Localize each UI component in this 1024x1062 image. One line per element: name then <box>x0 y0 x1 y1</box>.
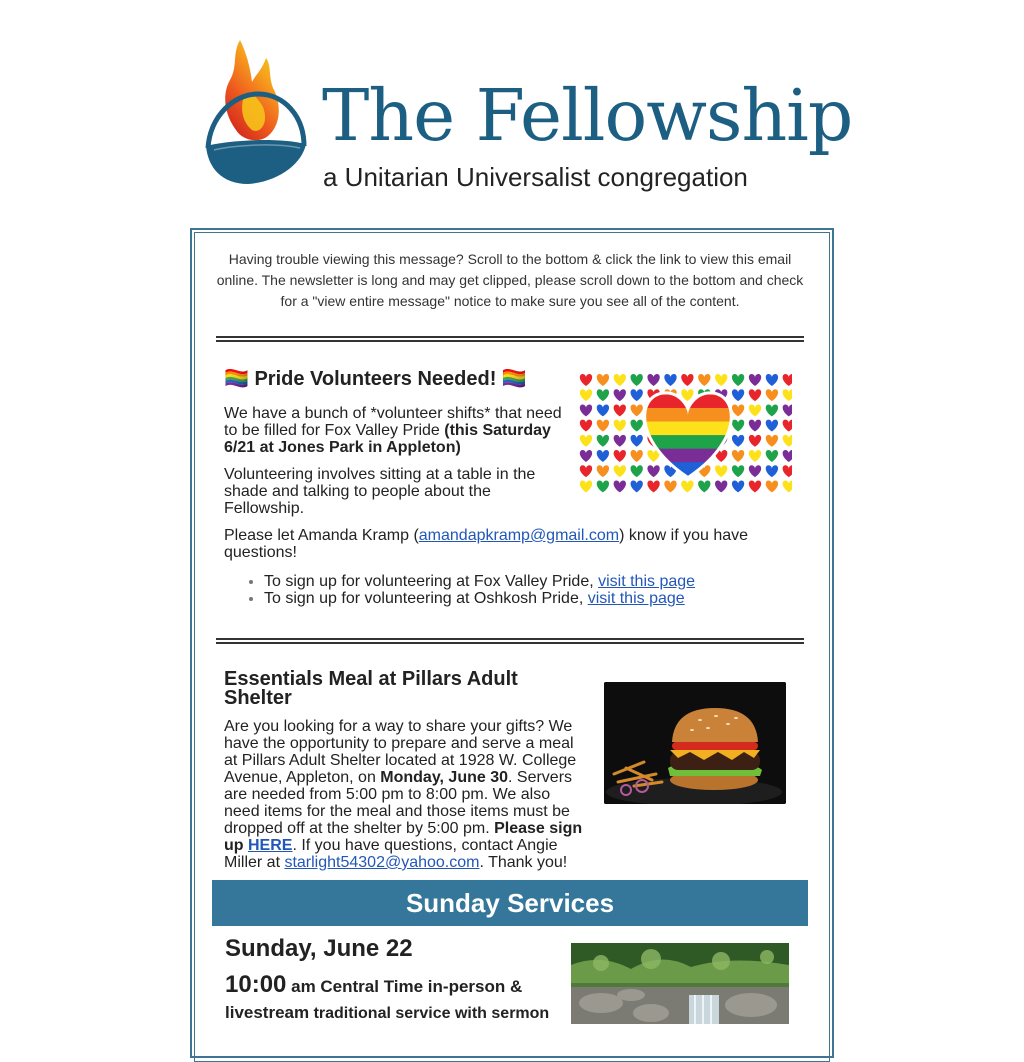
small-heart-icon <box>766 450 778 462</box>
small-heart-icon <box>749 465 761 477</box>
small-heart-icon <box>597 480 609 492</box>
small-heart-icon <box>766 480 778 492</box>
small-heart-icon <box>647 465 659 477</box>
small-heart-icon <box>783 435 792 447</box>
oshkosh-signup-link[interactable]: visit this page <box>587 590 685 607</box>
small-heart-icon <box>664 374 676 386</box>
small-heart-icon <box>783 480 792 492</box>
sunday-services-banner: Sunday Services <box>212 880 808 926</box>
list-item <box>264 573 824 590</box>
burger-image <box>604 682 786 804</box>
small-heart-icon <box>580 420 592 432</box>
small-heart-icon <box>749 389 761 401</box>
pride-paragraph-contact <box>224 527 784 561</box>
small-heart-icon <box>681 480 693 492</box>
small-heart-icon <box>732 450 744 462</box>
service-date: Sunday, June 22 <box>225 935 413 962</box>
small-heart-icon <box>732 420 744 432</box>
small-heart-icon <box>631 480 643 492</box>
pride-paragraph-shifts <box>224 405 564 456</box>
small-heart-icon <box>715 465 727 477</box>
small-heart-icon <box>614 450 626 462</box>
small-heart-icon <box>597 465 609 477</box>
list-item-text: To sign up for volunteering at Oshkosh Pride, <box>264 590 588 607</box>
logo-title: The Fellowship <box>322 74 853 157</box>
small-heart-icon <box>631 435 643 447</box>
small-heart-icon <box>732 404 744 416</box>
service-time <box>225 972 565 1027</box>
small-heart-icon <box>766 435 778 447</box>
small-heart-icon <box>783 465 792 477</box>
logo-header <box>0 0 1024 225</box>
small-heart-icon <box>647 480 659 492</box>
garden-waterfall-image <box>571 943 789 1024</box>
small-heart-icon <box>749 374 761 386</box>
meal-text-mid: . Servers are needed from 5:00 pm to 8:00 pm. We also need items for the meal and those items must be dropped off at the shelter by 5:00 pm. <box>224 769 573 837</box>
small-heart-icon <box>614 404 626 416</box>
small-heart-icon <box>715 480 727 492</box>
small-heart-icon <box>631 420 643 432</box>
small-heart-icon <box>631 450 643 462</box>
small-heart-icon <box>766 420 778 432</box>
section-divider <box>216 336 804 342</box>
small-heart-icon <box>732 480 744 492</box>
meal-text-end: . Thank you! <box>479 854 568 871</box>
small-heart-icon <box>732 435 744 447</box>
small-heart-icon <box>614 389 626 401</box>
pride-heading: 🏳️‍🌈 Pride Volunteers Needed! 🏳️‍🌈 <box>224 368 527 390</box>
small-heart-icon <box>749 435 761 447</box>
small-heart-icon <box>783 404 792 416</box>
section-divider <box>216 638 804 644</box>
meal-signup-link[interactable]: HERE <box>248 837 293 854</box>
small-heart-icon <box>698 480 710 492</box>
service-type: traditional service with sermon <box>309 1005 550 1022</box>
small-heart-icon <box>631 465 643 477</box>
meal-text-after: . If you have questions, contact Angie Miller at <box>224 837 558 871</box>
small-heart-icon <box>766 389 778 401</box>
service-time-details: am Central Time in-person & livestream <box>225 977 523 1022</box>
small-heart-icon <box>597 404 609 416</box>
small-heart-icon <box>732 465 744 477</box>
small-heart-icon <box>732 374 744 386</box>
meal-date: Monday, June 30 <box>380 769 509 786</box>
small-heart-icon <box>614 465 626 477</box>
small-heart-icon <box>580 389 592 401</box>
small-heart-icon <box>715 374 727 386</box>
small-heart-icon <box>766 404 778 416</box>
small-heart-icon <box>597 450 609 462</box>
small-heart-icon <box>631 374 643 386</box>
meal-heading: Essentials Meal at Pillars Adult Shelter <box>224 668 518 709</box>
pride-signup-list <box>224 573 824 607</box>
small-heart-icon <box>749 480 761 492</box>
small-heart-icon <box>783 374 792 386</box>
small-heart-icon <box>580 435 592 447</box>
small-heart-icon <box>698 374 710 386</box>
meal-text-start: Are you looking for a way to share your gifts? We have the opportunity to prepare and serve a meal at Pillars Adult Shelter located at 1928 W. College Avenue, Appleton, on <box>224 718 577 786</box>
small-heart-icon <box>681 374 693 386</box>
small-heart-icon <box>580 480 592 492</box>
list-item-text: To sign up for volunteering at Fox Valley Pride, <box>264 573 599 590</box>
small-heart-icon <box>614 374 626 386</box>
small-heart-icon <box>597 389 609 401</box>
small-heart-icon <box>580 374 592 386</box>
small-heart-icon <box>732 389 744 401</box>
logo-tagline: a Unitarian Universalist congregation <box>323 162 748 192</box>
pride-shifts-date: (this Saturday 6/21 at Jones Park in Appleton) <box>224 422 551 456</box>
small-heart-icon <box>664 480 676 492</box>
rainbow-heart-icon <box>631 394 745 476</box>
small-heart-icon <box>580 404 592 416</box>
small-heart-icon <box>647 374 659 386</box>
small-heart-icon <box>580 450 592 462</box>
small-heart-icon <box>749 420 761 432</box>
meal-signup-bold: Please sign up <box>224 820 583 854</box>
small-heart-icon <box>597 435 609 447</box>
small-heart-icon <box>631 389 643 401</box>
pride-contact-end: ) know if you have questions! <box>224 527 749 561</box>
small-heart-icon <box>749 450 761 462</box>
chalice-flame-logo-icon <box>200 36 312 188</box>
small-heart-icon <box>783 450 792 462</box>
small-heart-icon <box>631 404 643 416</box>
list-item <box>264 590 824 607</box>
small-heart-icon <box>783 420 792 432</box>
small-heart-icon <box>783 389 792 401</box>
small-heart-icon <box>614 435 626 447</box>
small-heart-icon <box>597 420 609 432</box>
small-heart-icon <box>580 465 592 477</box>
amanda-email-link[interactable]: amandapkramp@gmail.com <box>418 527 620 544</box>
small-heart-icon <box>766 465 778 477</box>
angie-email-link[interactable]: starlight54302@yahoo.com <box>284 854 480 871</box>
small-heart-icon <box>597 374 609 386</box>
pride-shifts-text: We have a bunch of *volunteer shifts* that need to be filled for Fox Valley Pride <box>224 405 562 439</box>
small-heart-icon <box>614 420 626 432</box>
small-heart-icon <box>749 404 761 416</box>
fox-valley-signup-link[interactable]: visit this page <box>598 573 696 590</box>
small-heart-icon <box>766 374 778 386</box>
pride-paragraph-involves: Volunteering involves sitting at a table in the shade and talking to people about the Fellowship. <box>224 466 536 517</box>
service-time-hour: 10:00 <box>225 971 287 998</box>
rainbow-hearts-image <box>578 372 792 496</box>
small-heart-icon <box>614 480 626 492</box>
pride-contact-start: Please let Amanda Kramp ( <box>224 527 419 544</box>
viewing-notice: Having trouble viewing this message? Scroll to the bottom & click the link to view this email online. The newsletter is long and may get clipped, please scroll down to the bottom and check for a "view entire message" notice to make sure you see all of the content. <box>216 251 804 309</box>
